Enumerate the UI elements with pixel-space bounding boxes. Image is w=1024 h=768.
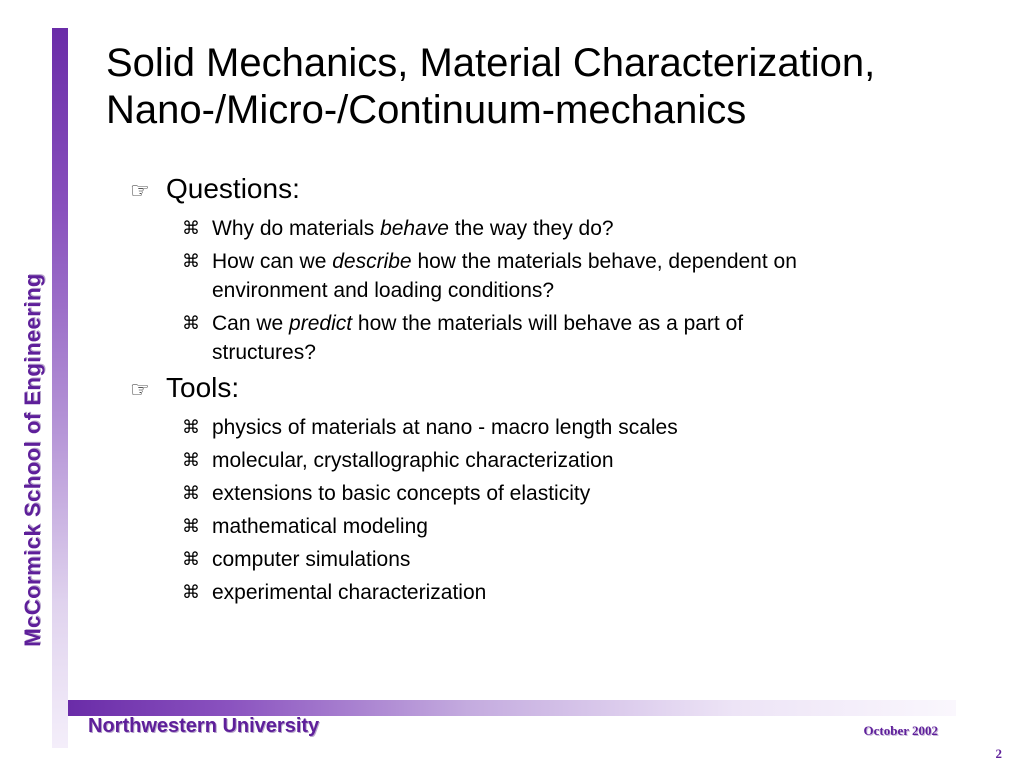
list-item [182, 446, 960, 475]
question-post: how the materials behave, dependent on [411, 250, 797, 273]
question-emphasis: describe [332, 250, 412, 273]
footer-date: October 2002 [863, 723, 938, 738]
question-continuation: structures? [212, 341, 316, 364]
question-pre: How can we [212, 250, 333, 273]
command-key-icon: ⌘ [182, 450, 200, 471]
question-continuation: environment and loading conditions? [212, 279, 555, 302]
command-key-icon: ⌘ [182, 251, 200, 272]
command-key-icon: ⌘ [182, 582, 200, 603]
section-tools [130, 371, 960, 407]
slide-title-line-1: Solid Mechanics, Material Characterization, [106, 41, 876, 85]
list-item [182, 512, 960, 541]
section-questions-label: Questions: [166, 173, 300, 204]
question-emphasis: behave [380, 217, 449, 240]
question-pre: Can we [212, 312, 290, 335]
list-item [182, 309, 960, 367]
command-key-icon: ⌘ [182, 417, 200, 438]
left-accent-bar [52, 28, 68, 748]
list-item [182, 479, 960, 508]
section-tools-label: Tools: [166, 372, 240, 403]
slide-body [130, 168, 960, 611]
slide-title [106, 40, 1006, 134]
tool-item-text: physics of materials at nano - macro length scales [212, 416, 678, 439]
list-item [182, 214, 960, 243]
command-key-icon: ⌘ [182, 483, 200, 504]
question-pre: Why do materials [212, 217, 381, 240]
question-post: how the materials will behave as a part of [352, 312, 744, 335]
command-key-icon: ⌘ [182, 218, 200, 239]
list-item [182, 578, 960, 607]
bottom-accent-bar [68, 700, 956, 716]
tool-item-text: molecular, crystallographic characterization [212, 449, 614, 472]
pointing-hand-icon: ☞ [130, 377, 150, 402]
question-emphasis: predict [289, 312, 353, 335]
footer-university: Northwestern University [88, 715, 320, 737]
command-key-icon: ⌘ [182, 313, 200, 334]
command-key-icon: ⌘ [182, 549, 200, 570]
list-item [182, 413, 960, 442]
list-item [182, 545, 960, 574]
tool-item-text: computer simulations [212, 548, 411, 571]
question-post: the way they do? [448, 217, 614, 240]
questions-list [130, 214, 960, 367]
tool-item-text: experimental characterization [212, 581, 487, 604]
section-questions [130, 172, 960, 208]
school-name-vertical: McCormick School of Engineering [20, 273, 45, 647]
pointing-hand-icon: ☞ [130, 178, 150, 203]
tools-list [130, 413, 960, 607]
tool-item-text: extensions to basic concepts of elasticity [212, 482, 591, 505]
page-number: 2 [995, 746, 1002, 761]
tool-item-text: mathematical modeling [212, 515, 428, 538]
command-key-icon: ⌘ [182, 516, 200, 537]
slide-title-line-2: Nano-/Micro-/Continuum-mechanics [106, 88, 747, 132]
list-item [182, 247, 960, 305]
